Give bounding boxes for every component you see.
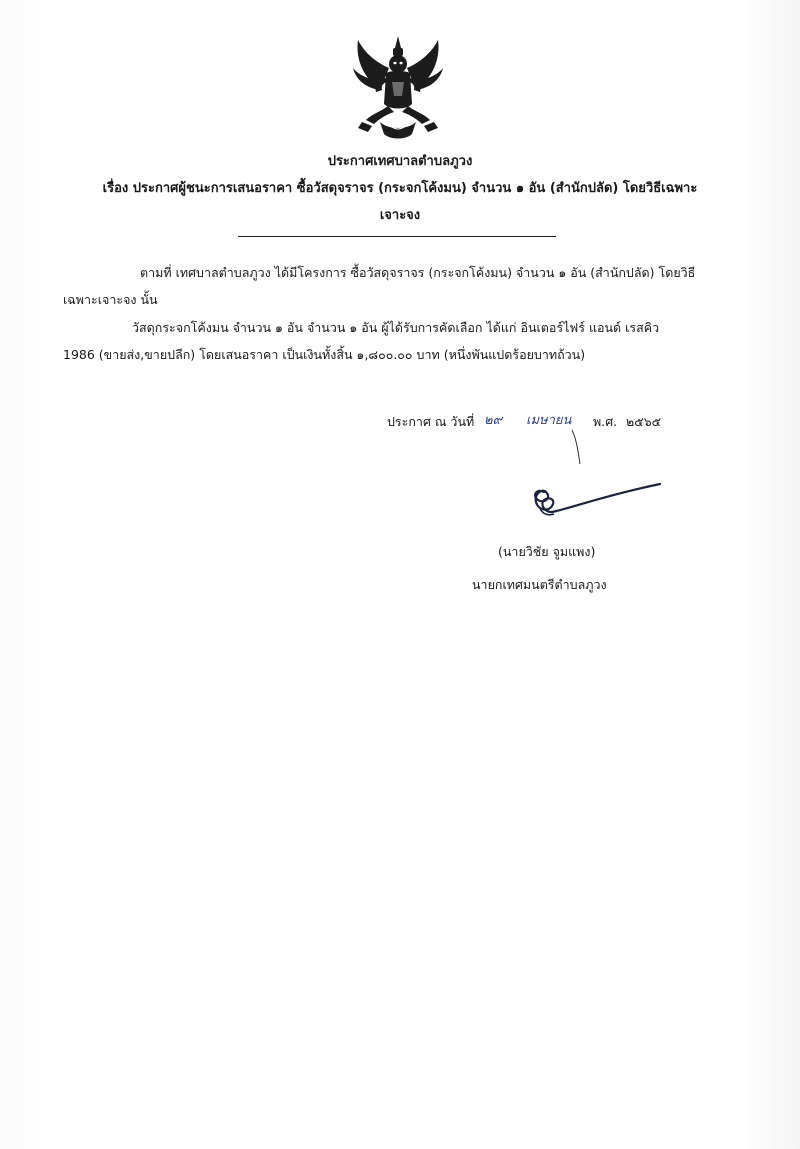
paragraph2-line1: วัสดุกระจกโค้งมน จำนวน ๑ อัน จำนวน ๑ อัน ผู้ได้รับการคัดเลือก ได้แก่ อินเตอร์ไฟร์ แอนด์ เรสคิว: [132, 320, 660, 335]
document-subject-line1: เรื่อง ประกาศผู้ชนะการเสนอราคา ซื้อวัสดุจราจร (กระจกโค้งมน) จำนวน ๑ อัน (สำนักปลัด) โดยวิธีเฉพาะ: [102, 181, 698, 196]
announcement-day-handwritten: ๒๙: [484, 413, 503, 428]
announcement-month-handwritten: เมษายน: [526, 413, 572, 428]
paragraph2-line2: 1986 (ขายส่ง,ขายปลีก) โดยเสนอราคา เป็นเงินทั้งสิ้น ๑,๘๐๐.๐๐ บาท (หนึ่งพันแปดร้อยบาทถ้วน): [63, 347, 586, 362]
announcement-era: พ.ศ.: [593, 414, 618, 429]
pen-mark-icon: [568, 428, 588, 468]
paragraph1-line2: เฉพาะเจาะจง นั้น: [63, 292, 158, 307]
announcement-year: ๒๕๖๕: [626, 414, 662, 429]
document-subject-line2: เจาะจง: [379, 208, 421, 223]
paragraph1-line1: ตามที่ เทศบาลตำบลภูวง ได้มีโครงการ ซื้อวัสดุจราจร (กระจกโค้งมน) จำนวน ๑ อัน (สำนักปลัด) โดยวิธี: [140, 265, 696, 280]
signatory-name: (นายวิชัย จูมแพง): [498, 544, 596, 559]
garuda-emblem-icon: [350, 34, 446, 142]
document-header-title: ประกาศเทศบาลตำบลภูวง: [327, 154, 473, 169]
announcement-label: ประกาศ ณ วันที่: [387, 414, 475, 429]
title-divider: [238, 236, 556, 237]
signatory-position: นายกเทศมนตรีตำบลภูวง: [472, 577, 607, 592]
handwritten-signature-icon: [522, 478, 672, 524]
